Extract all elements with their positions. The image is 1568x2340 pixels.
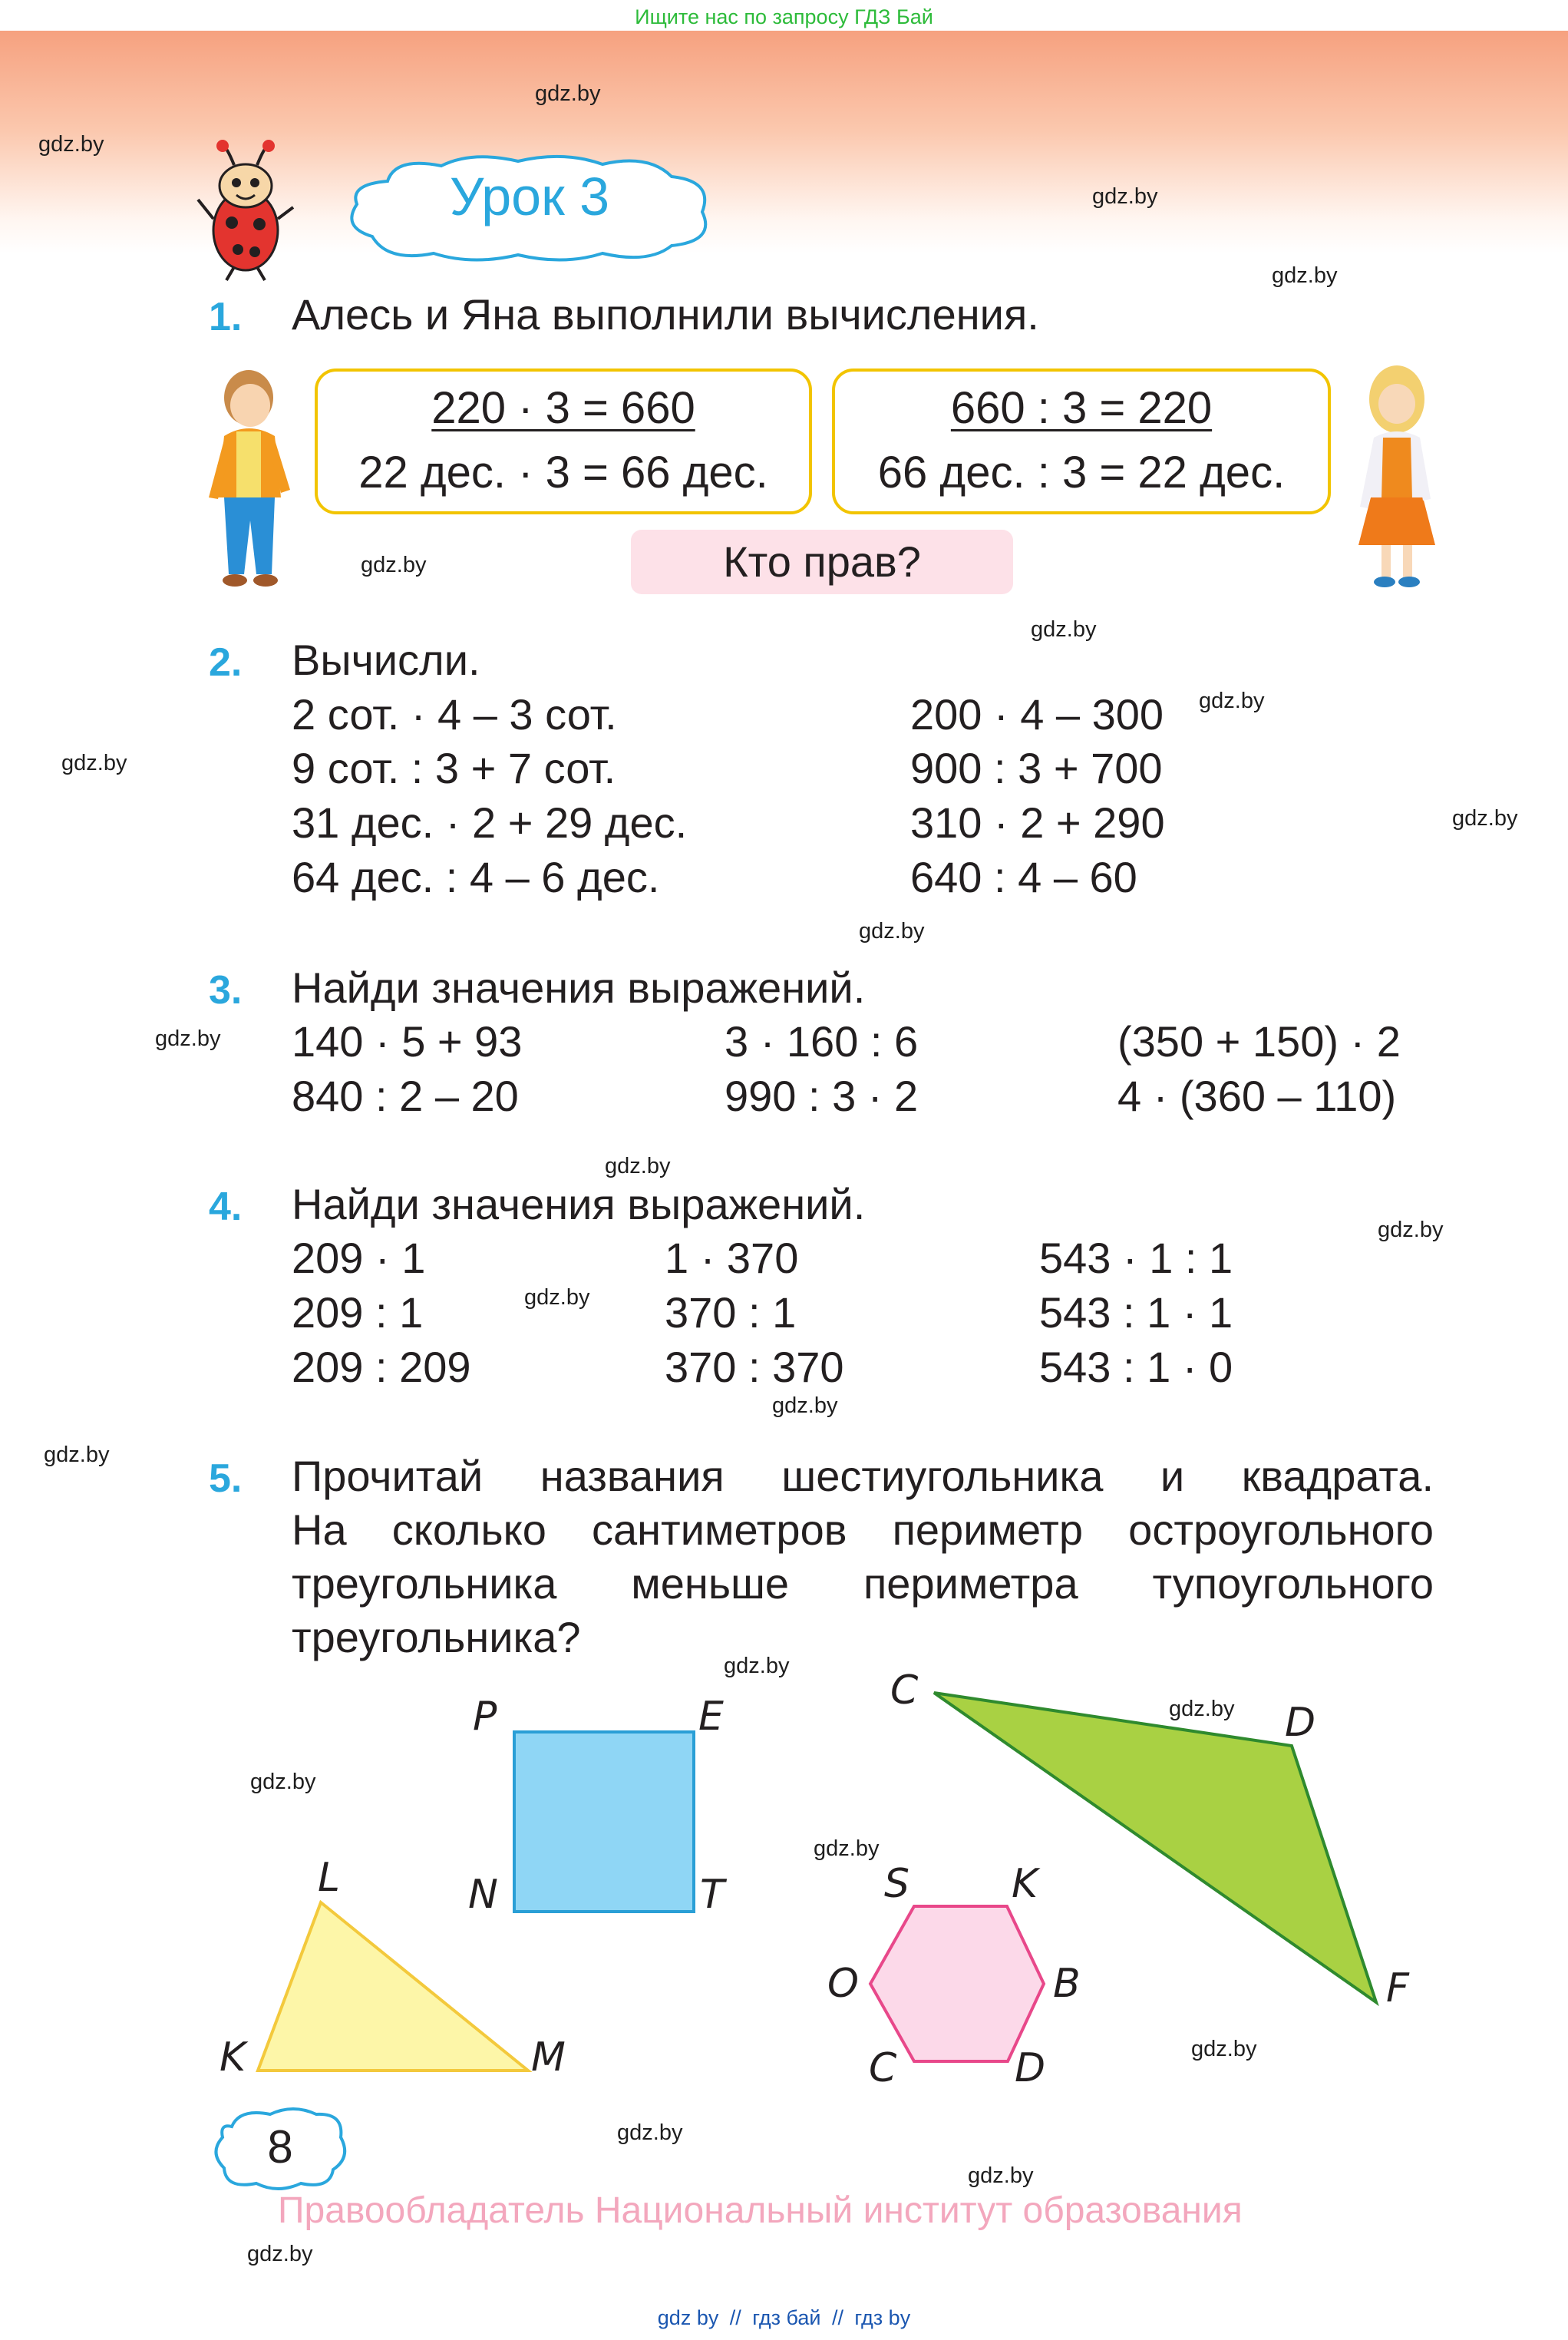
watermark: gdz.by: [1199, 689, 1265, 713]
hexagon-skbdco: [870, 1906, 1044, 2061]
task-text-line: На сколько сантиметров периметр остроугольного: [292, 1505, 1434, 1554]
box-line-1-text: 660 : 3 = 220: [950, 383, 1213, 433]
task-number: 2.: [209, 640, 243, 685]
vertex-label: F: [1386, 1965, 1409, 2011]
bottom-link-gdz-by[interactable]: gdz by: [657, 2306, 719, 2329]
vertex-label: L: [318, 1855, 340, 1901]
vertex-label: D: [1015, 2045, 1046, 2091]
expression: 209 · 1: [292, 1234, 426, 1282]
vertex-label: P: [473, 1694, 497, 1740]
watermark: gdz.by: [1169, 1697, 1235, 1721]
task-number: 4.: [209, 1185, 243, 1229]
watermark: gdz.by: [61, 751, 127, 775]
square-pent: [514, 1732, 694, 1912]
expression: 31 дес. · 2 + 29 дес.: [292, 798, 688, 847]
task-text-line: Прочитай названия шестиугольника и квадрата.: [292, 1452, 1434, 1500]
watermark: gdz.by: [155, 1026, 221, 1051]
task-text-line: треугольника?: [292, 1613, 581, 1661]
vertex-label: C: [869, 2045, 897, 2091]
vertex-label: T: [700, 1872, 725, 1918]
expression: 2 сот. · 4 – 3 сот.: [292, 690, 617, 739]
triangle-lkm: [258, 1902, 528, 2071]
vertex-label: K: [1012, 1861, 1038, 1907]
bottom-link-separator: //: [831, 2306, 843, 2329]
watermark: gdz.by: [38, 132, 104, 157]
watermark: gdz.by: [617, 2120, 683, 2145]
expression: 1 · 370: [665, 1234, 799, 1282]
expression: 140 · 5 + 93: [292, 1017, 523, 1066]
expression: 543 · 1 : 1: [1039, 1234, 1233, 1282]
vertex-label: S: [884, 1861, 910, 1907]
watermark: gdz.by: [1272, 263, 1338, 288]
expression: 900 : 3 + 700: [910, 744, 1163, 792]
expression: 370 : 370: [665, 1343, 844, 1391]
watermark: gdz.by: [1378, 1218, 1444, 1242]
watermark: gdz.by: [968, 2163, 1034, 2188]
expression: 370 : 1: [665, 1288, 797, 1337]
expression: 209 : 209: [292, 1343, 471, 1391]
watermark: gdz.by: [814, 1836, 880, 1861]
box-line-1-text: 220 · 3 = 660: [431, 383, 695, 433]
watermark: gdz.by: [1191, 2037, 1257, 2061]
box-line-2: 22 дес. · 3 = 66 дес.: [358, 448, 768, 497]
expression: 543 : 1 · 1: [1039, 1288, 1233, 1337]
expression: 3 · 160 : 6: [725, 1017, 919, 1066]
bottom-link-gdz-by-2[interactable]: гдз by: [854, 2306, 911, 2329]
watermark: gdz.by: [605, 1154, 671, 1178]
task-number: 1.: [209, 295, 243, 339]
watermark: gdz.by: [535, 81, 601, 106]
expression: 200 · 4 – 300: [910, 690, 1164, 739]
watermark: gdz.by: [524, 1285, 590, 1310]
geometry-figures: [0, 1651, 1568, 2096]
task-text: Вычисли.: [292, 636, 480, 684]
bottom-link-separator: //: [729, 2306, 741, 2329]
watermark: gdz.by: [859, 919, 925, 944]
top-search-banner[interactable]: Ищите нас по запросу ГДЗ Бай: [635, 5, 933, 28]
watermark: gdz.by: [247, 2242, 313, 2266]
task-text: [292, 1449, 1434, 1664]
expression: 840 : 2 – 20: [292, 1072, 519, 1120]
vertex-label: D: [1285, 1700, 1316, 1746]
watermark: gdz.by: [361, 553, 427, 577]
watermark: gdz.by: [1452, 806, 1518, 831]
bottom-links: [0, 2306, 1568, 2330]
expression: (350 + 150) · 2: [1117, 1017, 1401, 1066]
box-line-2: 66 дес. : 3 = 22 дес.: [877, 448, 1286, 497]
task-text-line: треугольника меньше периметра тупоугольного: [292, 1559, 1434, 1608]
vertex-label: N: [468, 1872, 498, 1918]
watermark: gdz.by: [1031, 617, 1097, 642]
lesson-title: Урок 3: [449, 167, 610, 226]
vertex-label: O: [827, 1961, 859, 2007]
task-number: 5.: [209, 1456, 243, 1501]
ladybug-illustration: [192, 138, 299, 284]
expression: 543 : 1 · 0: [1039, 1343, 1233, 1391]
expression: 209 : 1: [292, 1288, 424, 1337]
task-text: Алесь и Яна выполнили вычисления.: [292, 290, 1039, 339]
copyright-owner: Правообладатель Национальный институт образования: [278, 2190, 1243, 2231]
vertex-label: E: [698, 1694, 724, 1740]
girl-illustration: [1351, 361, 1443, 591]
watermark: gdz.by: [44, 1443, 110, 1467]
box-line-1: [835, 382, 1328, 434]
vertex-label: C: [890, 1667, 919, 1714]
task-text: Найди значения выражений.: [292, 1180, 866, 1228]
vertex-label: K: [220, 2034, 246, 2081]
alesya-calculation-box: [315, 369, 812, 514]
expression: 9 сот. : 3 + 7 сот.: [292, 744, 616, 792]
who-is-right-question: Кто прав?: [631, 530, 1013, 594]
page-number: 8: [267, 2121, 293, 2173]
expression: 990 : 3 · 2: [725, 1072, 919, 1120]
expression: 64 дес. : 4 – 6 дес.: [292, 853, 660, 901]
expression: 4 · (360 – 110): [1117, 1072, 1397, 1120]
expression: 310 · 2 + 290: [910, 798, 1165, 847]
vertex-label: B: [1053, 1961, 1081, 2007]
task-number: 3.: [209, 968, 243, 1013]
yana-calculation-box: [832, 369, 1331, 514]
boy-illustration: [201, 367, 301, 597]
watermark: gdz.by: [724, 1654, 790, 1678]
bottom-link-gdz-bai[interactable]: гдз бай: [752, 2306, 821, 2329]
watermark: gdz.by: [1092, 184, 1158, 209]
vertex-label: M: [531, 2034, 566, 2081]
expression: 640 : 4 – 60: [910, 853, 1137, 901]
watermark: gdz.by: [250, 1770, 316, 1794]
box-line-1: [318, 382, 809, 434]
task-text: Найди значения выражений.: [292, 963, 866, 1012]
watermark: gdz.by: [772, 1393, 838, 1418]
